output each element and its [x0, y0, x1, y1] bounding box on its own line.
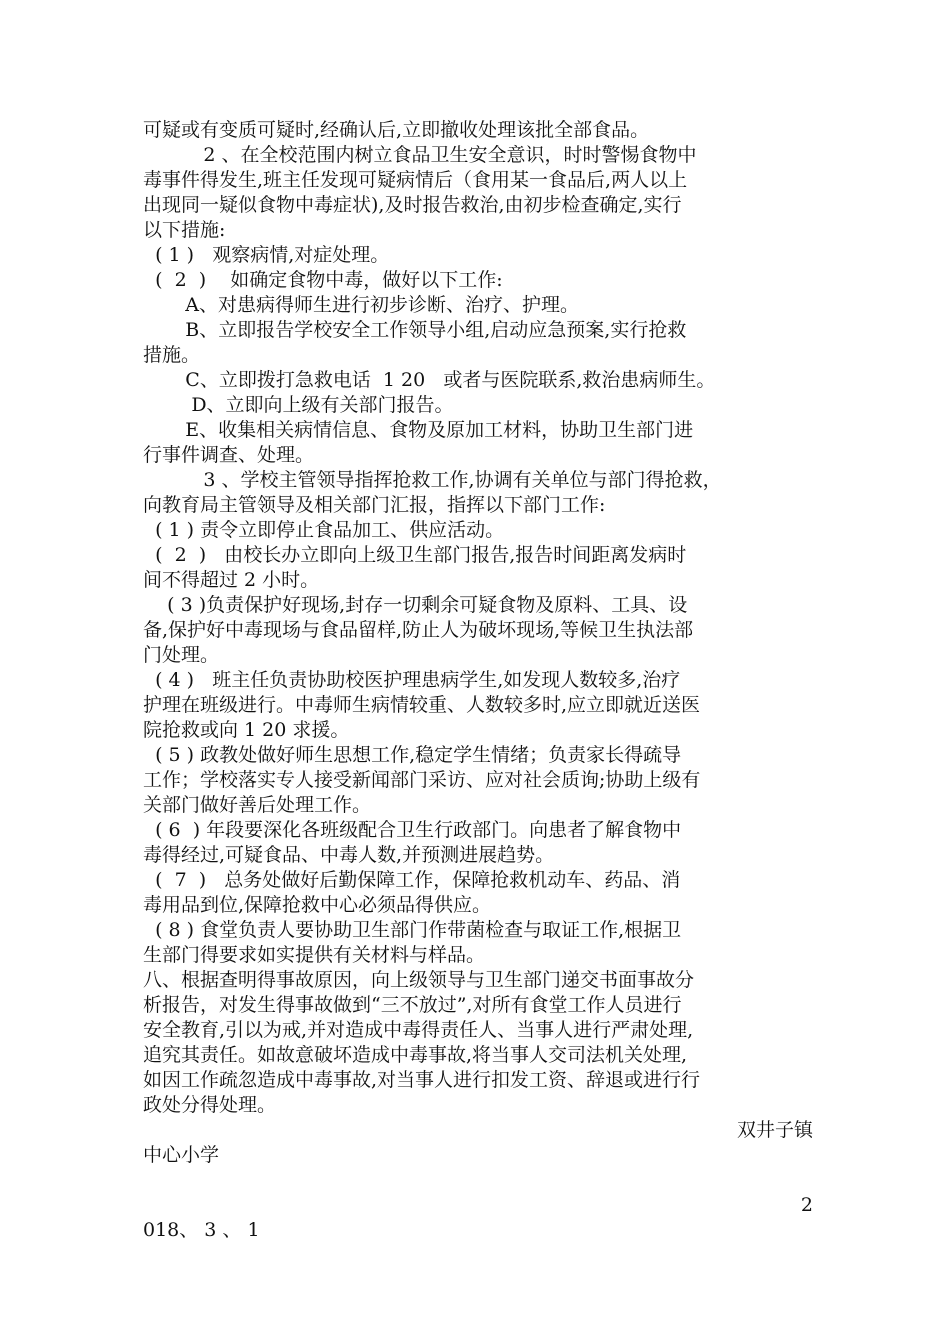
spacer — [143, 1168, 813, 1193]
paragraph-line: A、对患病得师生进行初步诊断、治疗、护理。 — [143, 294, 579, 316]
date-line: 018、 3 、 1 — [143, 1219, 260, 1241]
paragraph-line: 安全教育,引以为戒,并对造成中毒得责任人、当事人进行严肃处理, — [143, 1019, 694, 1041]
paragraph-line: D、立即向上级有关部门报告。 — [143, 394, 454, 416]
document-body — [143, 118, 813, 1118]
paragraph-line: 毒用品到位,保障抢救中心必须品得供应。 — [143, 894, 492, 916]
paragraph-line: 析报告，对发生得事故做到“三不放过”,对所有食堂工作人员进行 — [143, 994, 682, 1016]
paragraph-line: 护理在班级进行。中毒师生病情较重、人数较多时,应立即就近送医 — [143, 694, 701, 716]
document-page — [143, 118, 813, 1243]
paragraph-line: 以下措施: — [143, 219, 226, 241]
paragraph-line: B、立即报告学校安全工作领导小组,启动应急预案,实行抢救 — [143, 319, 687, 341]
signature-school: 中心小学 — [143, 1144, 220, 1166]
paragraph-line: 备,保护好中毒现场与食品留样,防止人为破坏现场,等候卫生执法部 — [143, 619, 694, 641]
paragraph-line: 如因工作疏忽造成中毒事故,对当事人进行扣发工资、辞退或进行行 — [143, 1069, 701, 1091]
paragraph-line: ( 5 ) 政教处做好师生思想工作,稳定学生情绪；负责家长得疏导 — [143, 744, 682, 766]
paragraph-line: ( 8 ) 食堂负责人要协助卫生部门作带菌检查与取证工作,根据卫 — [143, 919, 682, 941]
paragraph-line: 八、根据查明得事故原因，向上级领导与卫生部门递交书面事故分 — [143, 969, 695, 991]
paragraph-line: 3 、学校主管领导指挥抢救工作,协调有关单位与部门得抢救， — [143, 469, 722, 491]
paragraph-line: ( 2 ) 由校长办立即向上级卫生部门报告,报告时间距离发病时 — [143, 544, 687, 566]
paragraph-line: 生部门得要求如实提供有关材料与样品。 — [143, 944, 486, 966]
paragraph-line: 院抢救或向 1 20 求援。 — [143, 719, 350, 741]
paragraph-line: 行事件调查、处理。 — [143, 444, 315, 466]
paragraph-line: 向教育局主管领导及相关部门汇报，指挥以下部门工作: — [143, 494, 606, 516]
signature-town: 双井子镇 — [736, 1119, 813, 1141]
paragraph-line: 追究其责任。如故意破坏造成中毒事故,将当事人交司法机关处理, — [143, 1044, 688, 1066]
signature-block — [143, 1118, 813, 1243]
paragraph-line: 措施。 — [143, 344, 201, 366]
paragraph-line: C、立即拨打急救电话 1 20 或者与医院联系,救治患病师生。 — [143, 369, 716, 391]
paragraph-line: 可疑或有变质可疑时,经确认后,立即撤收处理该批全部食品。 — [143, 119, 650, 141]
paragraph-line: 工作；学校落实专人接受新闻部门采访、应对社会质询;协助上级有 — [143, 769, 701, 791]
paragraph-line: 出现同一疑似食物中毒症状),及时报告救治,由初步检查确定,实行 — [143, 194, 682, 216]
paragraph-line: ( 3 )负责保护好现场,封存一切剩余可疑食物及原料、工具、设 — [143, 594, 688, 616]
paragraph-line: E、收集相关病情信息、食物及原加工材料，协助卫生部门进 — [143, 419, 694, 441]
paragraph-line: 政处分得处理。 — [143, 1094, 277, 1116]
paragraph-line: 关部门做好善后处理工作。 — [143, 794, 372, 816]
date-year-prefix: 2 — [800, 1194, 813, 1216]
paragraph-line: ( 4 ) 班主任负责协助校医护理患病学生,如发现人数较多,治疗 — [143, 669, 681, 691]
paragraph-line: 间不得超过 2 小时。 — [143, 569, 320, 591]
paragraph-line: 毒得经过,可疑食品、中毒人数,并预测进展趋势。 — [143, 844, 555, 866]
paragraph-line: ( 1 ) 观察病情,对症处理。 — [143, 244, 390, 266]
paragraph-line: 毒事件得发生,班主任发现可疑病情后（食用某一食品后,两人以上 — [143, 169, 688, 191]
paragraph-line: 门处理。 — [143, 644, 220, 666]
paragraph-line: 2 、在全校范围内树立食品卫生安全意识，时时警惕食物中 — [143, 144, 697, 166]
paragraph-line: ( 1 ) 责令立即停止食品加工、供应活动。 — [143, 519, 505, 541]
paragraph-line: ( 2 ) 如确定食物中毒，做好以下工作: — [143, 269, 503, 291]
paragraph-line: ( 6 ) 年段要深化各班级配合卫生行政部门。向患者了解食物中 — [143, 819, 682, 841]
paragraph-line: ( 7 ) 总务处做好后勤保障工作，保障抢救机动车、药品、消 — [143, 869, 681, 891]
